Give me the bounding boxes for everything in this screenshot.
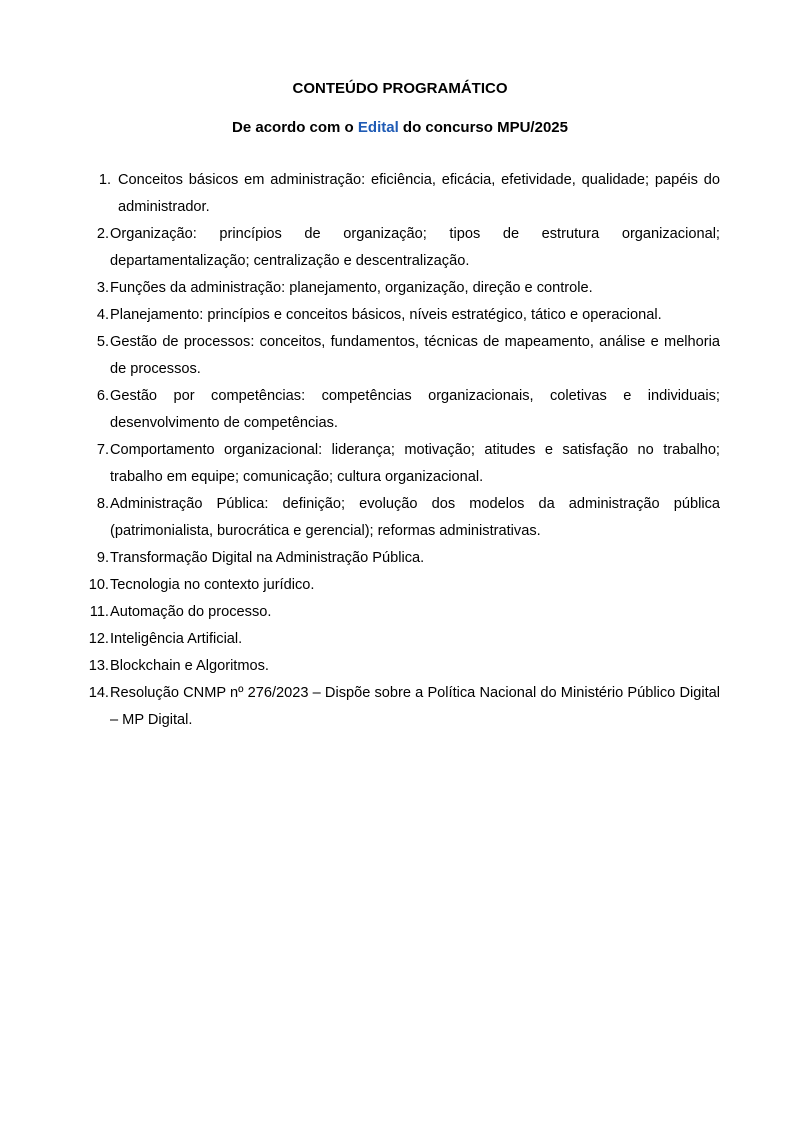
syllabus-item <box>80 275 720 302</box>
item-number: 8. <box>96 496 109 512</box>
syllabus-list <box>80 167 720 734</box>
item-number: 5. <box>96 334 109 350</box>
item-text: Gestão de processos: conceitos, fundamentos, técnicas de mapeamento, análise e melhoria de processos. <box>110 334 720 377</box>
item-number: 13. <box>88 658 109 674</box>
item-text: Organização: princípios de organização; tipos de estrutura organizacional; departamentalização; centralização e descentralização. <box>110 226 720 269</box>
syllabus-item <box>80 491 720 545</box>
subtitle-prefix: De acordo com o <box>232 119 354 136</box>
syllabus-item <box>80 167 720 221</box>
item-number: 12. <box>88 631 109 647</box>
item-text: Transformação Digital na Administração Pública. <box>110 550 425 566</box>
item-number: 14. <box>88 685 109 701</box>
item-number: 9. <box>96 550 109 566</box>
item-text: Blockchain e Algoritmos. <box>110 658 269 674</box>
item-number: 4. <box>96 307 109 323</box>
item-text: Conceitos básicos em administração: eficiência, eficácia, efetividade, qualidade; papéis do administrador. <box>118 172 720 215</box>
page-title: CONTEÚDO PROGRAMÁTICO <box>292 80 508 97</box>
syllabus-item <box>80 437 720 491</box>
item-text: Tecnologia no contexto jurídico. <box>110 577 315 593</box>
item-number: 3. <box>96 280 109 296</box>
item-number: 11. <box>89 604 109 620</box>
syllabus-item <box>80 653 720 680</box>
item-text: Planejamento: princípios e conceitos básicos, níveis estratégico, tático e operacional. <box>110 307 662 323</box>
syllabus-item <box>80 383 720 437</box>
syllabus-item <box>80 572 720 599</box>
syllabus-item <box>80 545 720 572</box>
item-text: Resolução CNMP nº 276/2023 – Dispõe sobre a Política Nacional do Ministério Público Digital – MP Digital. <box>110 685 720 728</box>
item-number: 1. <box>98 172 111 188</box>
syllabus-item <box>80 302 720 329</box>
syllabus-item <box>80 221 720 275</box>
item-text: Administração Pública: definição; evolução dos modelos da administração pública (patrimonialista, burocrática e gerencial); reformas administrativas. <box>110 496 720 539</box>
item-number: 6. <box>96 388 109 404</box>
edital-link[interactable]: Edital <box>357 119 399 136</box>
item-text: Inteligência Artificial. <box>110 631 243 647</box>
item-text: Automação do processo. <box>110 604 272 620</box>
item-number: 2. <box>96 226 109 242</box>
item-text: Funções da administração: planejamento, organização, direção e controle. <box>110 280 593 296</box>
syllabus-item <box>80 626 720 653</box>
item-text: Comportamento organizacional: liderança; motivação; atitudes e satisfação no trabalho; trabalho em equipe; comunicação; cultura organizacional. <box>110 442 720 485</box>
page-subtitle <box>0 118 800 138</box>
item-number: 7. <box>96 442 109 458</box>
subtitle-suffix: do concurso MPU/2025 <box>402 119 568 136</box>
item-number: 10. <box>88 577 109 593</box>
syllabus-item <box>80 680 720 734</box>
syllabus-item <box>80 599 720 626</box>
syllabus-item <box>80 329 720 383</box>
item-text: Gestão por competências: competências organizacionais, coletivas e individuais; desenvolvimento de competências. <box>110 388 720 431</box>
